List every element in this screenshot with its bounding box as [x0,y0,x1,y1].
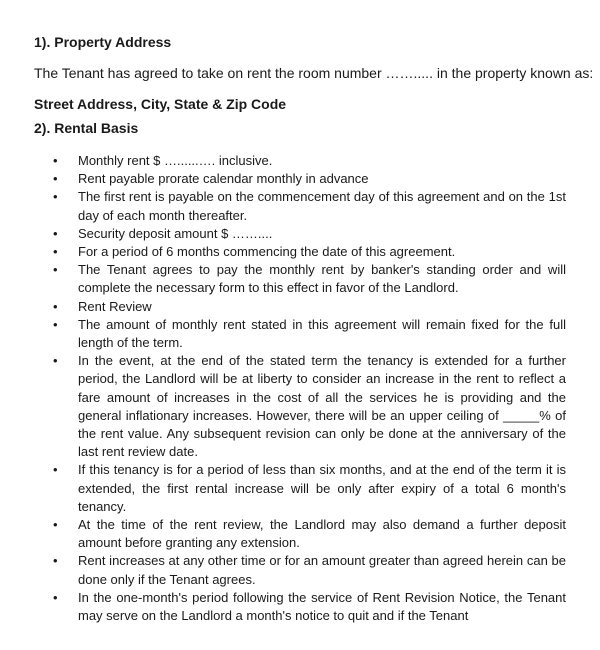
street-address-line: Street Address, City, State & Zip Code [34,96,287,112]
bullet-icon: • [53,189,58,205]
bullet-icon: • [53,517,58,533]
bullet-icon: • [53,589,58,605]
bullet-icon: • [53,553,58,569]
list-item [0,516,566,552]
bullet-icon: • [53,262,58,278]
list-item [0,316,566,352]
bullet-icon: • [53,244,58,260]
list-item-text: Rent payable prorate calendar monthly in advance [78,171,369,187]
section-heading-rental-basis: 2). Rental Basis [34,120,139,136]
list-item-text: If this tenancy is for a period of less than six months, and at the end of the term it is extended, the first rental increase will be only after expiry of a total 6 month's tenancy. [78,462,566,514]
intro-paragraph: The Tenant has agreed to take on rent the room number ……..... in the property known as: [34,65,594,81]
list-item [0,461,566,516]
list-item [0,298,566,316]
list-item [0,188,566,224]
list-item-text: Rent increases at any other time or for an amount greater than agreed herein can be done only if the Tenant agrees. [78,553,566,587]
bullet-icon: • [53,353,58,369]
list-item-text: Security deposit amount $ …….... [78,225,273,241]
list-item-text: For a period of 6 months commencing the date of this agreement. [78,244,456,260]
list-item [0,589,566,625]
list-item [0,261,566,297]
list-item-text: The Tenant agrees to pay the monthly rent by banker's standing order and will complete the necessary form to this effect in favor of the Landlord. [78,262,566,296]
list-item [0,552,566,588]
bullet-icon: • [53,316,58,332]
list-item-text: The first rent is payable on the commencement day of this agreement and on the 1st day of each month thereafter. [78,189,566,223]
list-item [0,170,566,188]
list-item-text: In the one-month's period following the service of Rent Revision Notice, the Tenant may serve on the Landlord a month's notice to quit and if the Tenant [78,589,566,624]
bullet-icon: • [53,153,58,168]
bullet-icon: • [53,225,58,241]
list-item [0,243,566,261]
list-item-text: Rent Review [78,298,152,314]
list-item-text: Monthly rent $ …......…. inclusive. [78,153,273,168]
list-item [0,152,566,170]
list-item [0,225,566,243]
list-item [0,352,566,461]
bullet-icon: • [53,298,58,314]
list-item-text: The amount of monthly rent stated in this agreement will remain fixed for the full length of the term. [78,316,566,351]
bullet-icon: • [53,171,58,187]
list-item-text: At the time of the rent review, the Landlord may also demand a further deposit amount before granting any extension. [78,517,566,551]
rental-basis-list [0,152,600,625]
bullet-icon: • [53,462,58,478]
list-item-text: In the event, at the end of the stated term the tenancy is extended for a further period, the Landlord will be at liberty to consider an increase in the rent to reflect a fare amount of increases in the cost of all the services he is providing and the general inflationary increases. However, there will be an upper ceiling of _____% of the rent value. Any subsequent revision can only be done at the anniversary of the last rent review date. [78,353,566,460]
section-heading-property-address: 1). Property Address [34,34,172,50]
